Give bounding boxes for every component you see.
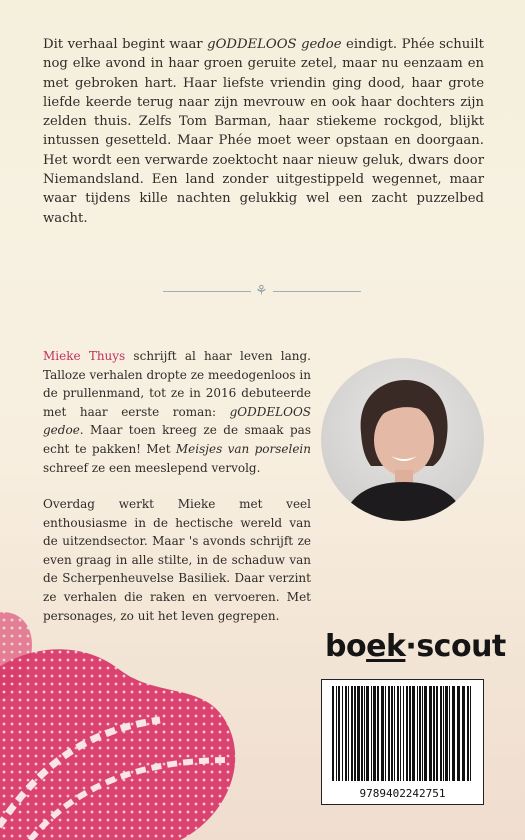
barcode-bar xyxy=(388,686,390,781)
barcode-bar xyxy=(373,686,376,781)
barcode-bar xyxy=(412,686,415,781)
barcode-bar xyxy=(403,686,404,781)
barcode-bar xyxy=(417,686,418,781)
barcode-bar xyxy=(462,686,465,781)
divider-line-left xyxy=(163,291,251,292)
barcode-bar xyxy=(397,686,399,781)
blurb-text xyxy=(43,35,484,228)
barcode-bar xyxy=(457,686,460,781)
author-photo xyxy=(321,358,484,521)
logo-part-scout: scout xyxy=(416,629,506,664)
barcode-bar xyxy=(377,686,379,781)
barcode-number: 9789402242751 xyxy=(359,787,446,800)
barcode-bar xyxy=(470,686,471,781)
blurb-segment: gODDELOOS gedoe xyxy=(207,37,342,52)
bio-text-2: . Maar toen kreeg ze de smaak pas echt te pakken! Met xyxy=(43,423,311,456)
barcode xyxy=(321,679,484,805)
blurb-segment: Dit verhaal begint waar xyxy=(43,37,208,52)
barcode-bar xyxy=(351,686,353,781)
publisher-logo xyxy=(325,629,506,664)
barcode-bar xyxy=(400,686,401,781)
barcode-bar xyxy=(391,686,393,781)
barcode-bar xyxy=(371,686,372,781)
barcode-bar xyxy=(385,686,386,781)
barcode-bar xyxy=(364,686,365,781)
blurb-segment: eindigt. Phée schuilt nog elke avond in haar groen geruite zetel, maar nu eenzaam en met gebroken hart. Haar liefste vriendin ging dood, haar grote liefde keerde terug naar zijn mevrouw en ook haar dochters zijn zelden thuis. Zelfs Tom Barman, haar stiekeme rockgod, blijkt intussen gesetteld. Maar Phée moet weer opstaan en doorgaan. Het wordt een verwarde zoektocht naar nieuw geluk, dwars door Niemandsland. Een land zonder uitgestippeld wegennet, maar waar tijdens kille nachten gelukkig wel een zacht puzzelbed wacht. xyxy=(43,37,484,226)
barcode-bar xyxy=(381,686,384,781)
barcode-bar xyxy=(419,686,421,781)
barcode-bar xyxy=(449,686,450,781)
barcode-bar xyxy=(443,686,444,781)
barcode-bar xyxy=(348,686,349,781)
logo-part-bo: bo xyxy=(325,629,367,664)
barcode-bar xyxy=(354,686,356,781)
barcode-bars xyxy=(332,686,473,781)
barcode-bar xyxy=(394,686,395,781)
flower-ornament-icon: ⚘ xyxy=(255,283,268,299)
barcode-bar xyxy=(342,686,343,781)
book-title-2: Meisjes van porselein xyxy=(175,441,311,456)
barcode-bar xyxy=(440,686,442,781)
barcode-bar xyxy=(409,686,411,781)
barcode-bar xyxy=(361,686,363,781)
barcode-bar xyxy=(452,686,455,781)
barcode-bar xyxy=(445,686,448,781)
logo-separator: · xyxy=(405,629,417,664)
ornament-divider xyxy=(163,283,361,299)
author-bio-2: Overdag werkt Mieke met veel enthousiasme in de hectische wereld van de uitzendsector. Maar 's avonds schrijft ze even graag in alle stilte, in de schaduw van de Scherpenheuvelse Basiliek. Daar verzint ze verhalen die raken en vervoeren. Met personages, zo uit het leven gegrepen. xyxy=(43,497,311,623)
barcode-bar xyxy=(357,686,360,781)
logo-part-ek: ek xyxy=(366,629,406,664)
barcode-bar xyxy=(338,686,340,781)
barcode-bar xyxy=(366,686,369,781)
bio-text-3: schreef ze een meeslepend vervolg. xyxy=(43,460,261,475)
barcode-bar xyxy=(433,686,435,781)
barcode-bar xyxy=(424,686,427,781)
pink-heart-decoration xyxy=(0,560,320,840)
barcode-bar xyxy=(336,686,337,781)
divider-line-right xyxy=(273,291,361,292)
barcode-bar xyxy=(422,686,423,781)
barcode-bar xyxy=(436,686,438,781)
barcode-bar xyxy=(332,686,334,781)
barcode-bar xyxy=(429,686,432,781)
author-bio xyxy=(43,347,311,477)
author-portrait xyxy=(321,358,484,521)
bio-text-1: schrijft al haar leven lang. Talloze verhalen dropte ze meedogenloos in de prullenmand, tot ze in 2016 debuteerde met haar eerste roman: xyxy=(43,349,311,419)
author-name: Mieke Thuys xyxy=(43,349,126,363)
barcode-bar xyxy=(467,686,469,781)
barcode-bar xyxy=(406,686,408,781)
barcode-bar xyxy=(345,686,347,781)
book-title-1: gODDELOOS gedoe xyxy=(43,404,311,438)
